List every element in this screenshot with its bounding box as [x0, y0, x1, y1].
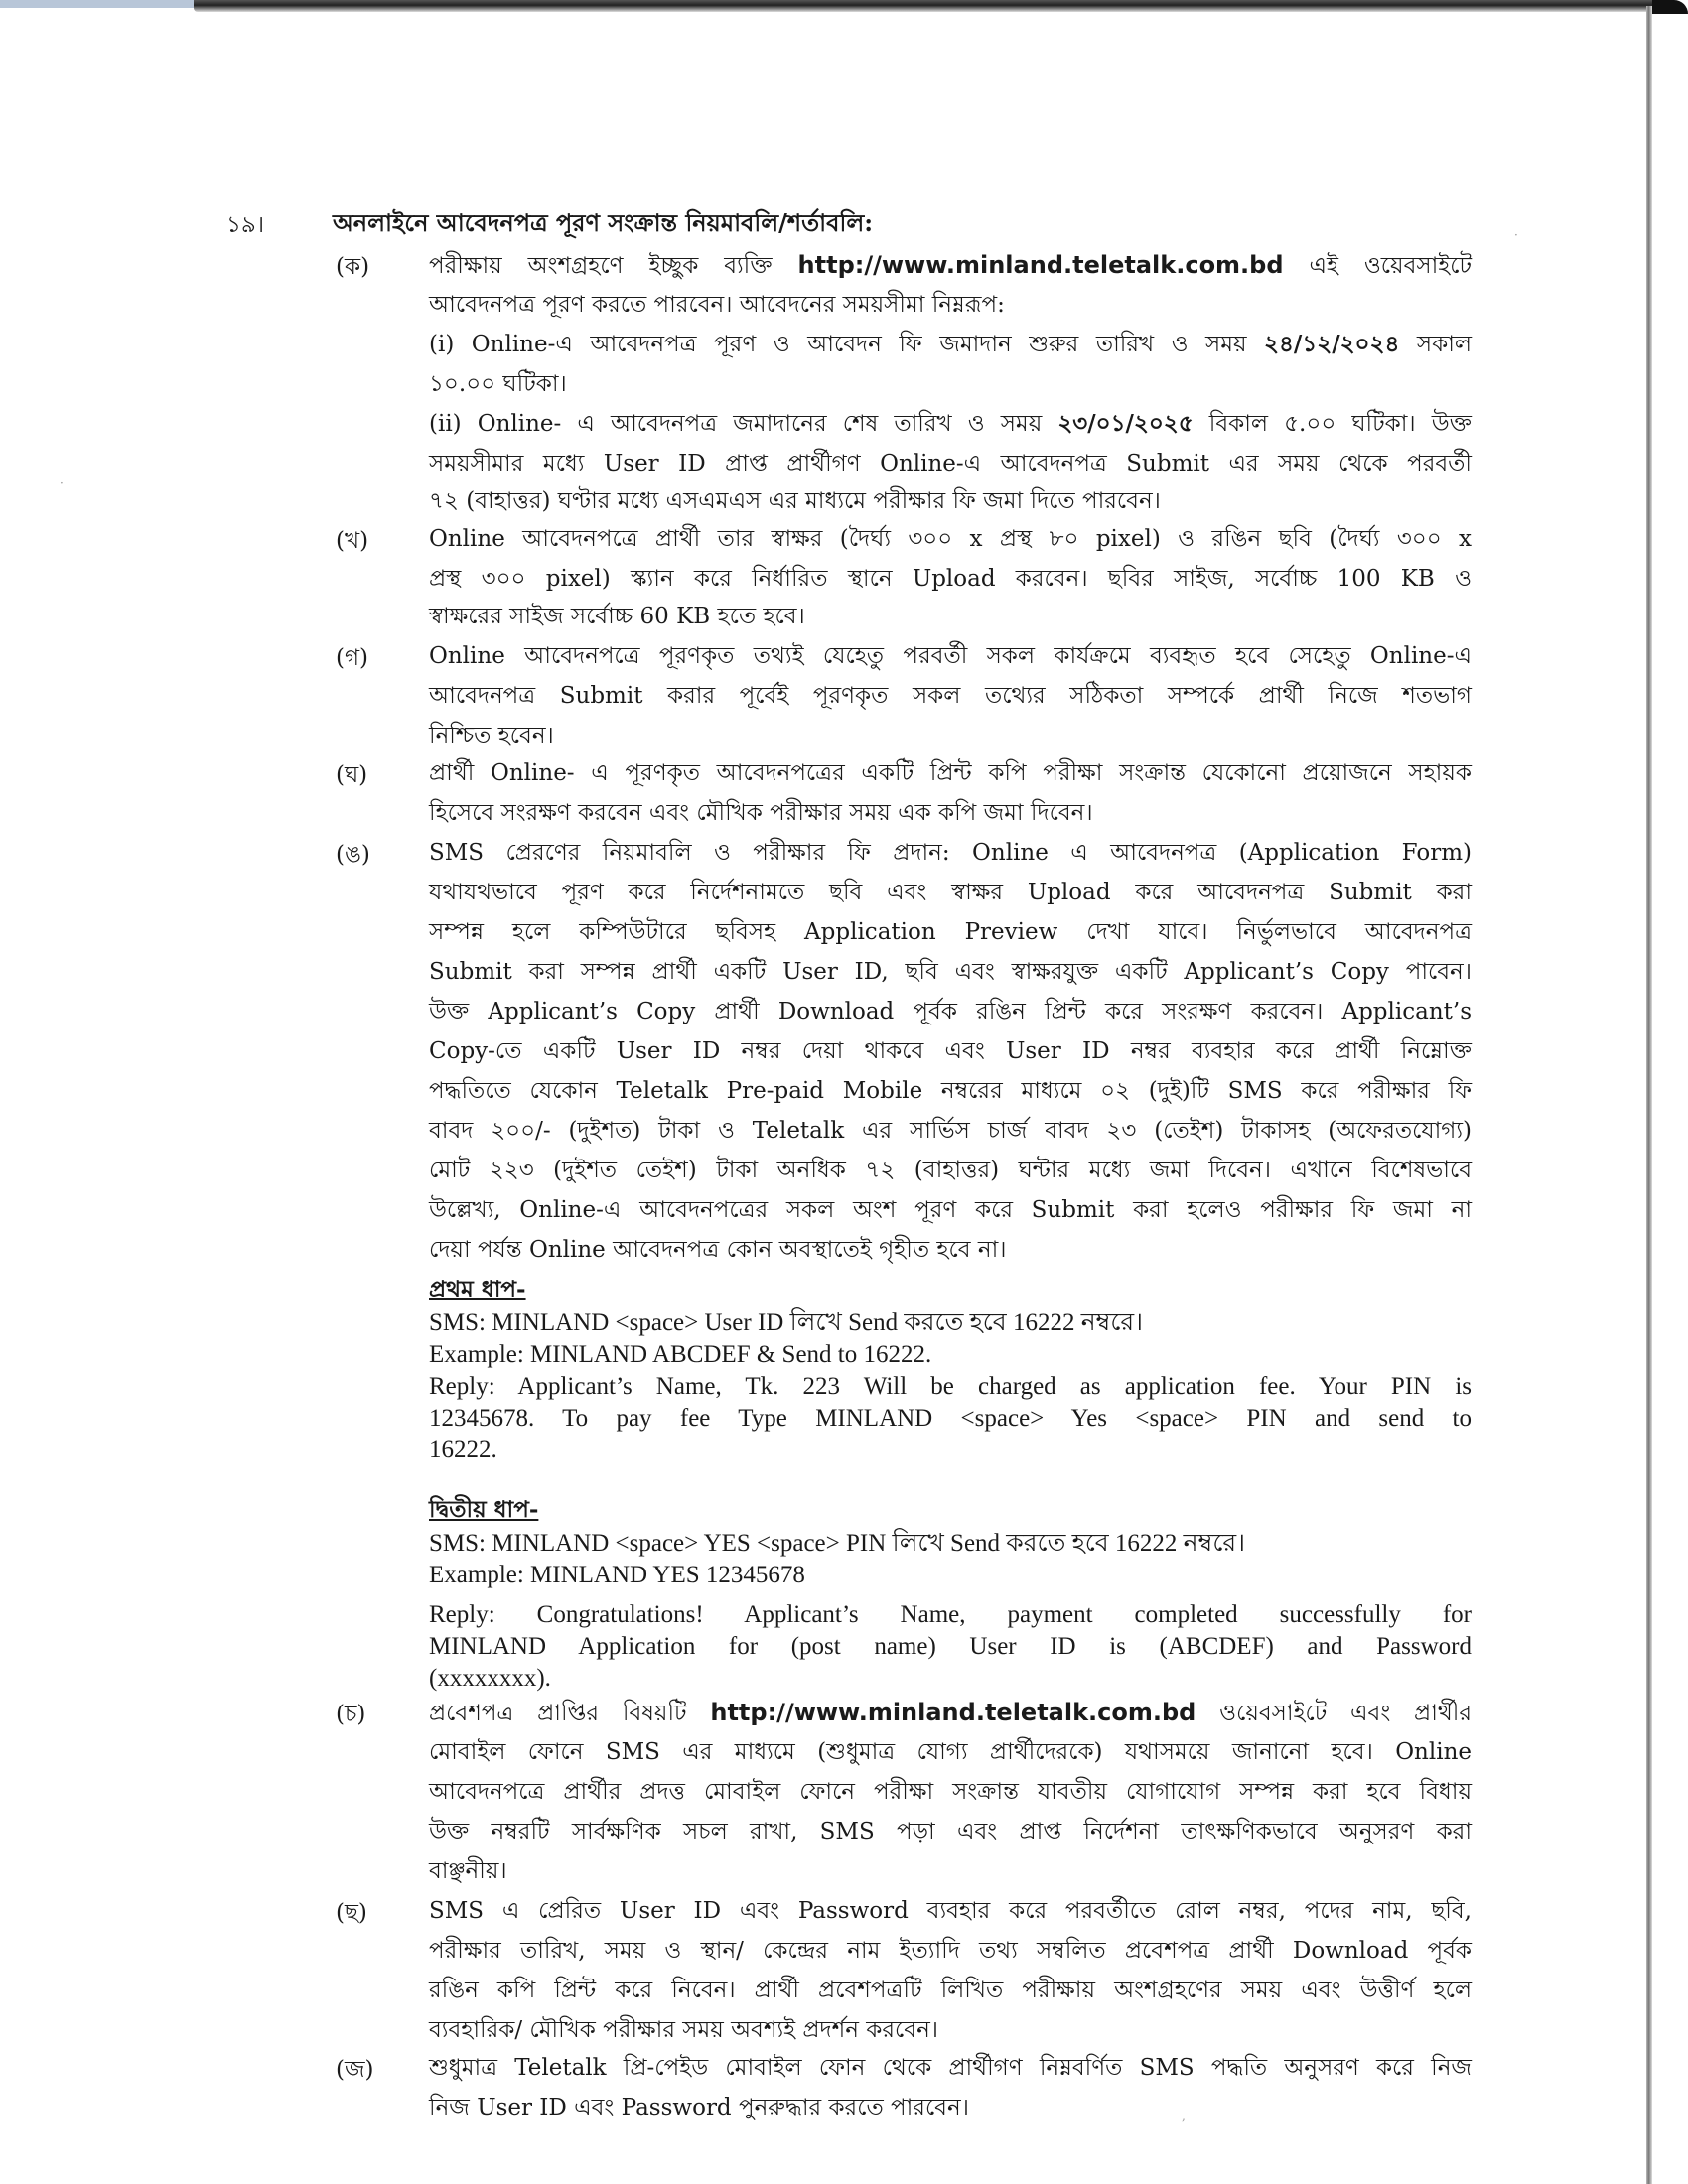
uma-line-7: পদ্ধতিতে যেকোন Teletalk Pre-paid Mobile নম্বরের মাধ্যমে ০২ (দুই)টি SMS করে পরীক্ষার ফি — [429, 1078, 1472, 1104]
item-marker-kha: (খ) — [336, 528, 369, 554]
end-date-label: (ii) Online- এ আবেদনপত্র জমাদানের শেষ তারিখ ও সময় — [429, 411, 1058, 437]
ka-line-1 — [429, 250, 1472, 281]
cha-line-4: উক্ত নম্বরটি সার্বক্ষণিক সচল রাখা, SMS পড়া এবং প্রাপ্ত নির্দেশনা তাৎক্ষণিকভাবে অনুসরণ করা — [429, 1819, 1472, 1844]
ga-line-1: Online আবেদনপত্রে পূরণকৃত তথ্যই যেহেতু পরবর্তী সকল কার্যক্রমে ব্যবহৃত হবে সেহেতু Online-এ — [429, 643, 1472, 669]
ka-line-1-pre: পরীক্ষায় অংশগ্রহণে ইচ্ছুক ব্যক্তি — [429, 253, 798, 279]
item-marker-ka: (ক) — [336, 254, 370, 280]
step1-reply-2: 12345678. To pay fee Type MINLAND <space> Yes <space> PIN and send to — [429, 1405, 1472, 1432]
uma-line-1: SMS প্রেরণের নিয়মাবলি ও পরীক্ষার ফি প্রদান: Online এ আবেদনপত্র (Application Form) — [429, 840, 1472, 866]
website-link[interactable]: http://www.minland.teletalk.com.bd — [710, 1699, 1196, 1726]
end-date: ২৩/০১/২০২৫ — [1057, 410, 1194, 437]
step1-reply-3: 16222. — [429, 1436, 497, 1463]
item-marker-uma: (ঙ) — [336, 842, 370, 868]
end-time-label: বিকাল ৫.০০ ঘটিকা। উক্ত — [1193, 411, 1472, 437]
page-right-edge — [1646, 6, 1652, 2184]
item-marker-ga: (গ) — [336, 645, 369, 671]
ka-line-1-post: এই ওয়েবসাইটে — [1283, 253, 1472, 279]
section-number: ১৯। — [226, 212, 265, 238]
ka-line-6: সময়সীমার মধ্যে User ID প্রাপ্ত প্রার্থীগণ Online-এ আবেদনপত্র Submit এর সময় থেকে পরবর্তী — [429, 451, 1472, 477]
item-marker-chha: (ছ) — [336, 1900, 367, 1926]
scan-speck: · — [1514, 228, 1518, 242]
ka-line-5 — [429, 409, 1472, 439]
step2-sms: SMS: MINLAND <space> YES <space> PIN লিখে Send করতে হবে 16222 নম্বরে। — [429, 1530, 1246, 1557]
step2-reply-1: Reply: Congratulations! Applicant’s Name, payment completed successfully for — [429, 1601, 1472, 1628]
chha-line-2: পরীক্ষার তারিখ, সময় ও স্থান/ কেন্দ্রের নাম ইত্যাদি তথ্য সম্বলিত প্রবেশপত্র প্রার্থী Download পূর্বক — [429, 1938, 1472, 1964]
uma-line-2: যথাযথভাবে পূরণ করে নির্দেশনামতে ছবি এবং স্বাক্ষর Upload করে আবেদনপত্র Submit করা — [429, 880, 1472, 905]
ga-line-3: নিশ্চিত হবেন। — [429, 723, 554, 749]
uma-line-11: দেয়া পর্যন্ত Online আবেদনপত্র কোন অবস্থাতেই গৃহীত হবে না। — [429, 1237, 1007, 1263]
item-marker-cha: (চ) — [336, 1702, 366, 1727]
ka-line-7: ৭২ (বাহাত্তর) ঘণ্টার মধ্যে এসএমএস এর মাধ্যমে পরীক্ষার ফি জমা দিতে পারবেন। — [429, 488, 1161, 514]
item-marker-gha: (ঘ) — [336, 762, 368, 788]
gha-line-2: হিসেবে সংরক্ষণ করবেন এবং মৌখিক পরীক্ষার সময় এক কপি জমা দিবেন। — [429, 800, 1093, 826]
ka-line-2: আবেদনপত্র পূরণ করতে পারবেন। আবেদনের সময়সীমা নিম্নরূপ: — [429, 292, 1005, 318]
start-time-label: সকাল — [1399, 332, 1472, 357]
scan-speck: , — [1182, 2110, 1186, 2123]
uma-line-4: Submit করা সম্পন্ন প্রার্থী একটি User ID, ছবি এবং স্বাক্ষরযুক্ত একটি Applicant’s Copy পাবেন। — [429, 959, 1472, 985]
start-date-label: (i) Online-এ আবেদনপত্র পূরণ ও আবেদন ফি জমাদান শুরুর তারিখ ও সময় — [429, 332, 1265, 357]
step2-title: দ্বিতীয় ধাপ- — [429, 1496, 539, 1523]
cha-line-1-post: ওয়েবসাইটে এবং প্রার্থীর — [1196, 1701, 1472, 1726]
step1-example: Example: MINLAND ABCDEF & Send to 16222. — [429, 1341, 932, 1368]
scan-corner-dark — [1652, 0, 1688, 14]
cha-line-1 — [429, 1698, 1472, 1728]
cha-line-2: মোবাইল ফোনে SMS এর মাধ্যমে (শুধুমাত্র যোগ্য প্রার্থীদেরকে) যথাসময়ে জানানো হবে। Online — [429, 1739, 1472, 1765]
ja-line-1: শুধুমাত্র Teletalk প্রি-পেইড মোবাইল ফোন থেকে প্রার্থীগণ নিম্নবর্ণিত SMS পদ্ধতি অনুসরণ করে নিজ — [429, 2055, 1472, 2081]
uma-line-3: সম্পন্ন হলে কম্পিউটারে ছবিসহ Application Preview দেখা যাবে। নির্ভুলভাবে আবেদনপত্র — [429, 919, 1472, 945]
step1-sms: SMS: MINLAND <space> User ID লিখে Send করতে হবে 16222 নম্বরে। — [429, 1309, 1144, 1336]
step2-reply-3: (xxxxxxxx). — [429, 1665, 551, 1692]
cha-line-1-pre: প্রবেশপত্র প্রাপ্তির বিষয়টি — [429, 1701, 711, 1726]
ka-line-4: ১০.০০ ঘটিকা। — [429, 371, 567, 397]
step1-title: প্রথম ধাপ- — [429, 1276, 526, 1302]
step1-reply-1: Reply: Applicant’s Name, Tk. 223 Will be charged as application fee. Your PIN is — [429, 1373, 1472, 1400]
kha-line-2: প্রস্থ ৩০০ pixel) স্ক্যান করে নির্ধারিত স্থানে Upload করবেন। ছবির সাইজ, সর্বোচ্চ 100 KB ও — [429, 566, 1472, 592]
section-title: অনলাইনে আবেদনপত্র পূরণ সংক্রান্ত নিয়মাবলি/শর্তাবলি: — [333, 208, 874, 237]
scan-speck: · — [60, 477, 64, 490]
scan-corner — [0, 0, 199, 8]
uma-line-6: Copy-তে একটি User ID নম্বর দেয়া থাকবে এবং User ID নম্বর ব্যবহার করে প্রার্থী নিম্নোক্ত — [429, 1038, 1472, 1064]
scan-top-edge — [194, 0, 1653, 12]
step2-example: Example: MINLAND YES 12345678 — [429, 1562, 805, 1588]
start-date: ২৪/১২/২০২৪ — [1264, 331, 1400, 357]
uma-line-10: উল্লেখ্য, Online-এ আবেদনপত্রের সকল অংশ পূরণ করে Submit করা হলেও পরীক্ষার ফি জমা না — [429, 1197, 1472, 1223]
step2-reply-2: MINLAND Application for (post name) User ID is (ABCDEF) and Password — [429, 1633, 1472, 1660]
uma-line-9: মোট ২২৩ (দুইশত তেইশ) টাকা অনধিক ৭২ (বাহাত্তর) ঘন্টার মধ্যে জমা দিবেন। এখানে বিশেষভাবে — [429, 1158, 1472, 1183]
kha-line-3: স্বাক্ষরের সাইজ সর্বোচ্চ 60 KB হতে হবে। — [429, 604, 805, 629]
item-marker-ja: (জ) — [336, 2057, 374, 2083]
ja-line-2: নিজ User ID এবং Password পুনরুদ্ধার করতে পারবেন। — [429, 2095, 969, 2120]
ga-line-2: আবেদনপত্র Submit করার পূর্বেই পূরণকৃত সকল তথ্যের সঠিকতা সম্পর্কে প্রার্থী নিজে শতভাগ — [429, 683, 1472, 709]
uma-line-5: উক্ত Applicant’s Copy প্রার্থী Download পূর্বক রঙিন প্রিন্ট করে সংরক্ষণ করবেন। Applicant’s — [429, 999, 1472, 1024]
kha-line-1: Online আবেদনপত্রে প্রার্থী তার স্বাক্ষর (দৈর্ঘ্য ৩০০ x প্রস্থ ৮০ pixel) ও রঙিন ছবি (দৈর্ঘ্য ৩০০ x — [429, 526, 1472, 552]
gha-line-1: প্রার্থী Online- এ পূরণকৃত আবেদনপত্রের একটি প্রিন্ট কপি পরীক্ষা সংক্রান্ত যেকোনো প্রয়োজনে সহায়ক — [429, 760, 1472, 786]
cha-line-5: বাঞ্ছনীয়। — [429, 1858, 507, 1884]
chha-line-3: রঙিন কপি প্রিন্ট করে নিবেন। প্রার্থী প্রবেশপত্রটি লিখিত পরীক্ষায় অংশগ্রহণের সময় এবং উত্তীর্ণ হলে — [429, 1978, 1472, 2003]
website-link[interactable]: http://www.minland.teletalk.com.bd — [797, 251, 1284, 279]
uma-line-8: বাবদ ২০০/- (দুইশত) টাকা ও Teletalk এর সার্ভিস চার্জ বাবদ ২৩ (তেইশ) টাকাসহ (অফেরতযোগ্য) — [429, 1118, 1472, 1144]
chha-line-4: ব্যবহারিক/ মৌখিক পরীক্ষার সময় অবশ্যই প্রদর্শন করবেন। — [429, 2017, 939, 2043]
chha-line-1: SMS এ প্রেরিত User ID এবং Password ব্যবহার করে পরবর্তীতে রোল নম্বর, পদের নাম, ছবি, — [429, 1898, 1472, 1924]
ka-line-3 — [429, 330, 1472, 359]
cha-line-3: আবেদনপত্রে প্রার্থীর প্রদত্ত মোবাইল ফোনে পরীক্ষা সংক্রান্ত যাবতীয় যোগাযোগ সম্পন্ন করা হবে বিধায় — [429, 1779, 1472, 1805]
